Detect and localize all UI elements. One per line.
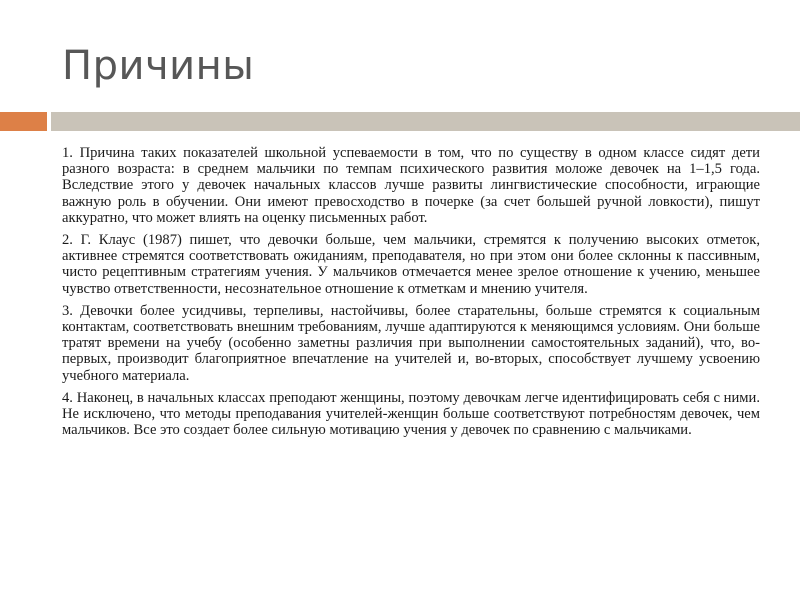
title-accent-bar <box>0 112 47 131</box>
paragraph-3: 3. Девочки более усидчивы, терпеливы, настойчивы, более старательны, больше стремятся к социальным контактам, соответствовать внешним требованиям, лучше адаптируются к меняющимся условиям. Они больше тратят времени на учебу (особенно заметны различия при выполнении самостоятельных заданий), что, во-первых, производит благоприятное впечатление на учителей и, во-вторых, способствует лучшему усвоению учебного материала. <box>62 302 760 384</box>
slide-body <box>62 145 760 444</box>
title-divider-bar <box>51 112 800 131</box>
paragraph-2: 2. Г. Клаус (1987) пишет, что девочки больше, чем мальчики, стремятся к получению высоких отметок, активнее стремятся соответствовать ожиданиям, преподавателя, но при этом они более склонны к пассивным, чисто рецептивным стратегиям учения. У мальчиков отмечается менее зрелое отношение к учению, меньшее чувство ответственности, несознательное отношение к отметкам и мнению учителя. <box>62 232 760 297</box>
paragraph-4: 4. Наконец, в начальных классах преподают женщины, поэтому девочкам легче идентифицировать себя с ними. Не исключено, что методы преподавания учителей-женщин больше соответствуют потребностям девочек, чем мальчиков. Все это создает более сильную мотивацию учения у девочек по сравнению с мальчиками. <box>62 389 760 439</box>
paragraph-1: 1. Причина таких показателей школьной успеваемости в том, что по существу в одном классе сидят дети разного возраста: в среднем мальчики по темпам психического развития моложе девочек на 1–1,5 года. Вследствие этого у девочек начальных классов лучше развиты лингвистические способности, играющие важную роль в обучении. Они имеют превосходство в почерке (за счет большей ручной ловкости), пишут аккуратно, что может влиять на оценку письменных работ. <box>62 145 760 226</box>
slide-title: Причины <box>62 43 255 89</box>
